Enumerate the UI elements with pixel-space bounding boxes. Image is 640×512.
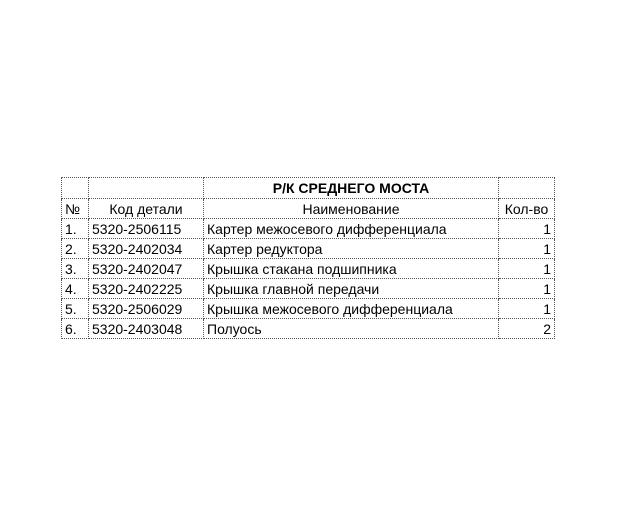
table-row [62, 219, 555, 239]
title-cell-empty-code[interactable] [89, 178, 204, 199]
row-qty[interactable]: 1 [499, 299, 555, 319]
header-row [62, 199, 555, 219]
row-qty[interactable]: 2 [499, 319, 555, 339]
row-num[interactable]: 1. [62, 219, 89, 239]
header-name[interactable]: Наименование [204, 199, 499, 219]
row-code[interactable]: 5320-2402047 [89, 259, 204, 279]
row-name[interactable]: Полуось [204, 319, 499, 339]
header-num[interactable]: № [62, 199, 89, 219]
header-qty[interactable]: Кол-во [499, 199, 555, 219]
row-num[interactable]: 5. [62, 299, 89, 319]
header-code[interactable]: Код детали [89, 199, 204, 219]
row-qty[interactable]: 1 [499, 239, 555, 259]
row-num[interactable]: 6. [62, 319, 89, 339]
row-name[interactable]: Картер редуктора [204, 239, 499, 259]
row-code[interactable]: 5320-2506115 [89, 219, 204, 239]
row-code[interactable]: 5320-2403048 [89, 319, 204, 339]
row-name[interactable]: Крышка главной передачи [204, 279, 499, 299]
table-row [62, 239, 555, 259]
row-code[interactable]: 5320-2506029 [89, 299, 204, 319]
title-cell-empty-num[interactable] [62, 178, 89, 199]
table-title[interactable]: Р/К СРЕДНЕГО МОСТА [204, 178, 499, 199]
title-row [62, 178, 555, 199]
row-num[interactable]: 3. [62, 259, 89, 279]
row-num[interactable]: 4. [62, 279, 89, 299]
table-row [62, 259, 555, 279]
row-name[interactable]: Крышка стакана подшипника [204, 259, 499, 279]
row-name[interactable]: Картер межосевого дифференциала [204, 219, 499, 239]
row-code[interactable]: 5320-2402034 [89, 239, 204, 259]
parts-table [61, 177, 555, 339]
row-qty[interactable]: 1 [499, 259, 555, 279]
table-row [62, 319, 555, 339]
title-cell-empty-qty[interactable] [499, 178, 555, 199]
row-qty[interactable]: 1 [499, 279, 555, 299]
row-qty[interactable]: 1 [499, 219, 555, 239]
table-row [62, 299, 555, 319]
table-row [62, 279, 555, 299]
row-code[interactable]: 5320-2402225 [89, 279, 204, 299]
row-name[interactable]: Крышка межосевого дифференциала [204, 299, 499, 319]
row-num[interactable]: 2. [62, 239, 89, 259]
